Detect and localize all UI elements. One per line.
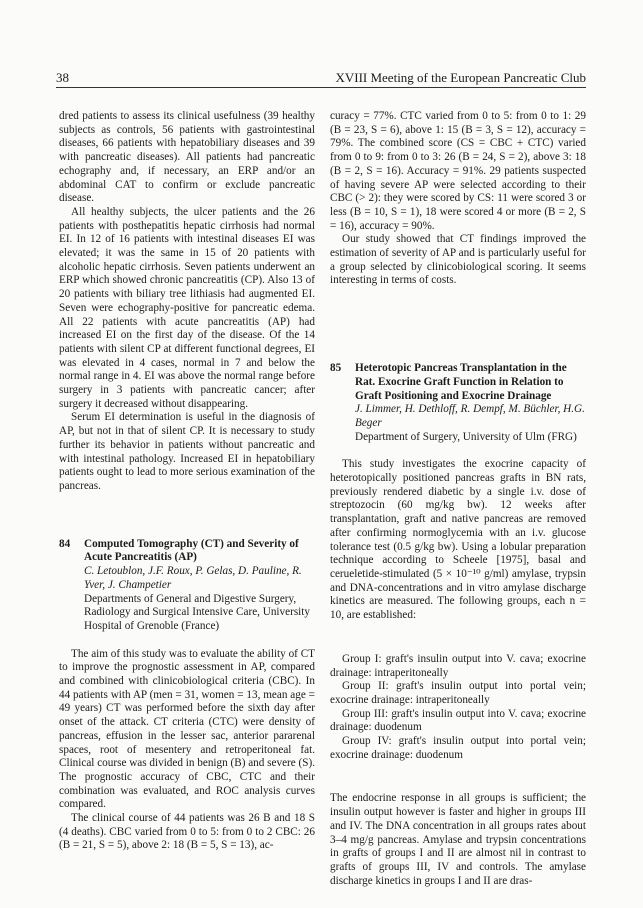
abstract-authors: J. Limmer, H. Dethloff, R. Dempf, M. Büchler, H.G. Beger bbox=[355, 403, 585, 429]
paragraph: curacy = 77%. CTC varied from 0 to 5: from 0 to 1: 29 (B = 23, S = 6), above 1: 15 (B = 3, S = 12), accuracy = 79%. The combined score (CS = CBC + CTC) varied from 0 to 9: from 0 to 3: 26 (B = 24, S = 2), above 3: 18 (B = 2, S = 16). Accuracy = 91%. 29 patients suspected of having severe AP were selected according to their CBC (> 2): they were scored by CS: 11 were scored 3 or less (B = 10, S = 1), 18 were scored 4 or more (B = 2, S = 16), accuracy = 90%. bbox=[330, 110, 586, 232]
page-number: 38 bbox=[56, 70, 69, 85]
group-item: Group II: graft's insulin output into portal vein; exocrine drainage: intraperitoneally bbox=[330, 680, 586, 706]
group-item: Group I: graft's insulin output into V. cava; exocrine drainage: intraperitoneally bbox=[330, 652, 586, 679]
abstract-title: Heterotopic Pancreas Transplantation in the Rat. Exocrine Graft Function in Relation to Graft Positioning and Exocrine Drainage bbox=[355, 362, 567, 402]
paragraph: The aim of this study was to evaluate the ability of CT to improve the prognostic assessment in AP, compared and combined with clinicobiological criteria (CBC). In 44 patients with AP (men = 31, women = 13, mean age = 49 years) CT was performed before the sixth day after onset of the attack. CT criteria (CTC) were density of pancreas, effusion in the lesser sac, anterior pararenal spaces, root of mesentery and retroperitoneal fat. Clinical course was divided in benign (B) and severe (S). The prognostic accuracy of CBC, CTC and their combination was evaluated, and ROC analysis curves compared. bbox=[59, 647, 316, 811]
paragraph: This study investigates the exocrine capacity of heterotopically positioned pancreas grafts in BN rats, previously rendered diabetic by a single i.v. dose of streptozocin (60 mg/kg bw). 12 weeks after transplantation, graft and native pancreas are removed after confirming normoglycemia with an i.v. glucose tolerance test (0.5 g/kg bw). Using a lobular preparation technique according to Scheele [1975], basal and cerueletide-stimulated (5 × 10⁻¹⁰ g/ml) amylase, trypsin and DNA-concentrations and in vitro amylase discharge kinetics are measured. The following groups, each n = 10, are established: bbox=[330, 458, 586, 622]
left-column bbox=[59, 110, 315, 853]
running-header bbox=[56, 70, 586, 86]
abstract-number: 85 bbox=[330, 362, 342, 375]
paragraph: dred patients to assess its clinical usefulness (39 healthy subjects as controls, 56 patients with gastrointestinal diseases, 66 patients with hepatobiliary diseases and 39 with pancreatic diseases). All patients had pancreatic echography and, if necessary, an ERP and/or an abdominal CAT to confirm or exclude pancreatic disease. bbox=[59, 110, 315, 205]
abstract-title: Computed Tomography (CT) and Severity of Acute Pancreatitis (AP) bbox=[84, 537, 299, 564]
abstract-affiliation: Departments of General and Digestive Surgery, Radiology and Surgical Intensive Care, University Hospital of Grenoble (France) bbox=[84, 592, 310, 632]
paragraph: All healthy subjects, the ulcer patients and the 26 patients with posthepatitis hepatic cirrhosis had normal EI. In 12 of 16 patients with intestinal diseases EI was elevated; it was the same in 15 of 20 patients with alcoholic hepatic cirrhosis. Seven patients underwent an ERP which showed chronic pancreatitis (CP). Also 13 of 20 patients with biliary tree lithiasis had augmented EI. Seven were echography-positive for pancreatic edema. All 22 patients with acute pancreatitis (AP) had increased EI on the first day of the disease. Of the 14 patients with silent CP at different functional degrees, EI was elevated in 4 cases, normal in 7 and below the normal range in 4. EI was above the normal range before surgery in 3 patients with pancreatic cancer; after surgery it decreased without disappearing. bbox=[59, 205, 315, 410]
paragraph: The clinical course of 44 patients was 26 B and 18 S (4 deaths). CBC varied from 0 to 5: from 0 to 2 CBC: 26 (B = 21, S = 5), above 2: 18 (B = 5, S = 13), ac- bbox=[59, 812, 315, 852]
right-column bbox=[330, 110, 586, 888]
paragraph: Our study showed that CT findings improved the estimation of severity of AP and is particularly useful for a group selected by clinicobiological scoring. It seems interesting in terms of costs. bbox=[330, 233, 586, 287]
abstract-number: 84 bbox=[59, 537, 71, 550]
paragraph: Serum EI determination is useful in the diagnosis of AP, but not in that of silent CP. It is necessary to study further its behavior in patients without pancreatic and with intestinal pathology. Increased EI in hepatobiliary patients ought to lead to more serious examination of the pancreas. bbox=[59, 411, 315, 492]
running-title: XVIII Meeting of the European Pancreatic Club bbox=[335, 70, 586, 85]
abstract-84 bbox=[59, 538, 315, 634]
abstract-authors: C. Letoublon, J.F. Roux, P. Gelas, D. Pauline, R. Yver, J. Champetier bbox=[84, 565, 302, 591]
header-rule bbox=[56, 87, 586, 88]
paragraph: The endocrine response in all groups is sufficient; the insulin output however is faster and higher in groups III and IV. The DNA concentration in all groups rates about 3–4 mg/g pancreas. Amylase and trypsin concentrations in grafts of groups I and II are almost nil in contrast to grafts of groups III, IV and controls. The amylase discharge kinetics in groups I and II are dras- bbox=[330, 792, 586, 887]
group-item: Group III: graft's insulin output into V. cava; exocrine drainage: duodenum bbox=[330, 707, 586, 734]
abstract-affiliation: Department of Surgery, University of Ulm (FRG) bbox=[355, 430, 577, 443]
group-item: Group IV: graft's insulin output into portal vein; exocrine drainage: duodenum bbox=[330, 735, 586, 761]
abstract-85 bbox=[330, 362, 586, 444]
